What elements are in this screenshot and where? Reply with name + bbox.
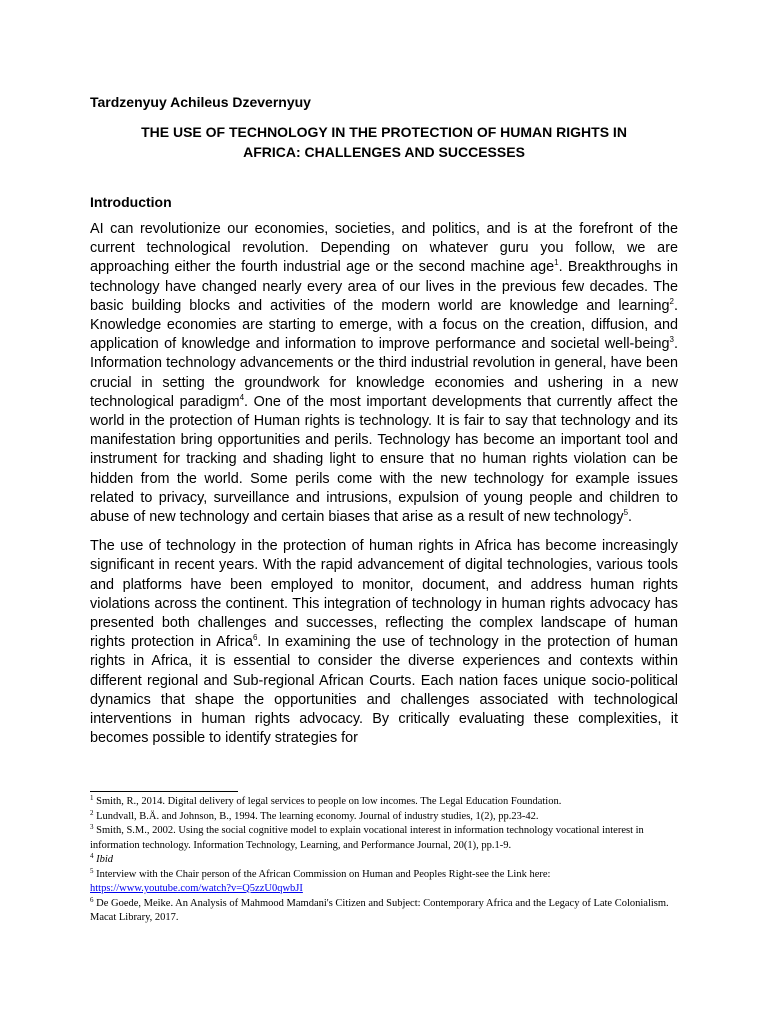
footnote-number: 3 bbox=[90, 823, 94, 831]
paragraph-2 bbox=[90, 537, 678, 748]
footnote-ref-6[interactable]: 6 bbox=[252, 633, 258, 643]
paragraph-text: . Information technology advancements or the third industrial revolution in general, have been crucial in setting the groundwork for knowledge economies and ushering in a new technological paradigm bbox=[90, 336, 678, 410]
footnote-number: 4 bbox=[90, 852, 94, 860]
footnotes bbox=[90, 795, 678, 926]
author-name: Tardzenyuy Achileus Dzevernyuy bbox=[90, 94, 311, 110]
paragraph-text: . Breakthroughs in technology have changed nearly every area of our lives in the previous few decades. The basic building blocks and activities of the modern world are knowledge and learning bbox=[90, 259, 678, 314]
footnote-text: Smith, R., 2014. Digital delivery of legal services to people on low incomes. The Legal Education Foundation. bbox=[93, 796, 562, 807]
footnote-5-link[interactable]: https://www.youtube.com/watch?v=Q5zzU0qwbJI bbox=[90, 883, 303, 894]
footnote-5 bbox=[90, 868, 678, 897]
footnote-number: 2 bbox=[90, 808, 94, 817]
title-line-2: AFRICA: CHALLENGES AND SUCCESSES bbox=[243, 144, 525, 160]
footnote-text: Lundvall, B.Ä. and Johnson, B., 1994. The learning economy. Journal of industry studies, 1(2), pp.23-42. bbox=[93, 810, 539, 822]
paragraph-1 bbox=[90, 220, 678, 527]
footnote-text: Smith, S.M., 2002. Using the social cognitive model to explain vocational interest in information technology vocational interest in information technology. Information Technology, Learning, and Performance Journal, 20(1), pp.1-9. bbox=[90, 825, 644, 851]
footnote-ref-3[interactable]: 3 bbox=[669, 335, 674, 345]
paragraph-text: . One of the most important developments that currently affect the world in the protection of Human rights is technology. It is fair to say that technology and its manifestation bring opportunities and perils. Technology has become an important tool and instrument for tracking and shading light to ensure that no human rights violation can be hidden from the world. Some perils come with the new technology for example issues related to privacy, surveillance and intrusions, expulsion of young people and children to abuse of new technology and certain biases that arise as a result of new technology bbox=[90, 393, 678, 526]
footnote-3 bbox=[90, 824, 678, 853]
footnote-2 bbox=[90, 810, 678, 825]
paragraph-text: . In examining the use of technology in the protection of human rights in Africa, it is essential to consider the diverse experiences and contexts within different regional and Sub-regional African Courts. Each nation faces unique socio-political dynamics that shape the opportunities and challenges associated with technological interventions in human rights advocacy. By critically evaluating these complexities, it becomes possible to identify strategies for bbox=[90, 634, 678, 747]
footnote-ref-2[interactable]: 2 bbox=[669, 296, 674, 306]
document-page bbox=[90, 93, 678, 758]
footnote-number: 5 bbox=[90, 866, 94, 875]
footnote-1 bbox=[90, 795, 678, 810]
footnote-4 bbox=[90, 853, 678, 868]
footnote-text: Ibid bbox=[96, 854, 114, 865]
title-line-1: THE USE OF TECHNOLOGY IN THE PROTECTION OF HUMAN RIGHTS IN bbox=[141, 124, 627, 140]
section-heading-introduction: Introduction bbox=[90, 194, 172, 210]
footnote-ref-4[interactable]: 4 bbox=[239, 392, 245, 402]
footnote-separator bbox=[90, 791, 238, 792]
paragraph-text: AI can revolutionize our economies, societies, and politics, and is at the forefront of the current technological revolution. Depending on whatever guru you follow, we are approaching either the fourth industrial age or the second machine age bbox=[90, 221, 678, 276]
footnote-text: Interview with the Chair person of the African Commission on Human and Peoples Right-see the Link here: bbox=[93, 868, 551, 880]
paragraph-text: . bbox=[628, 509, 633, 526]
footnote-text: De Goede, Meike. An Analysis of Mahmood Mamdani's Citizen and Subject: Contemporary Africa and the Legacy of Late Colonialism. Macat Library, 2017. bbox=[90, 897, 669, 923]
footnote-number: 1 bbox=[90, 794, 94, 802]
footnote-ref-5[interactable]: 5 bbox=[623, 508, 629, 518]
document-title bbox=[90, 122, 678, 162]
footnote-6 bbox=[90, 897, 678, 926]
paragraph-text: The use of technology in the protection of human rights in Africa has become increasingly significant in recent years. With the rapid advancement of digital technologies, various tools and platforms have been employed to monitor, document, and address human rights violations across the continent. This integration of technology in human rights advocacy has presented both challenges and successes, reflecting the complex landscape of human rights protection in Africa bbox=[90, 538, 678, 651]
paragraph-text: . Knowledge economies are starting to emerge, with a focus on the creation, diffusion, and application of knowledge and information to improve performance and societal well-being bbox=[90, 297, 678, 353]
footnote-number: 6 bbox=[90, 895, 94, 904]
footnote-ref-1[interactable]: 1 bbox=[554, 258, 559, 268]
